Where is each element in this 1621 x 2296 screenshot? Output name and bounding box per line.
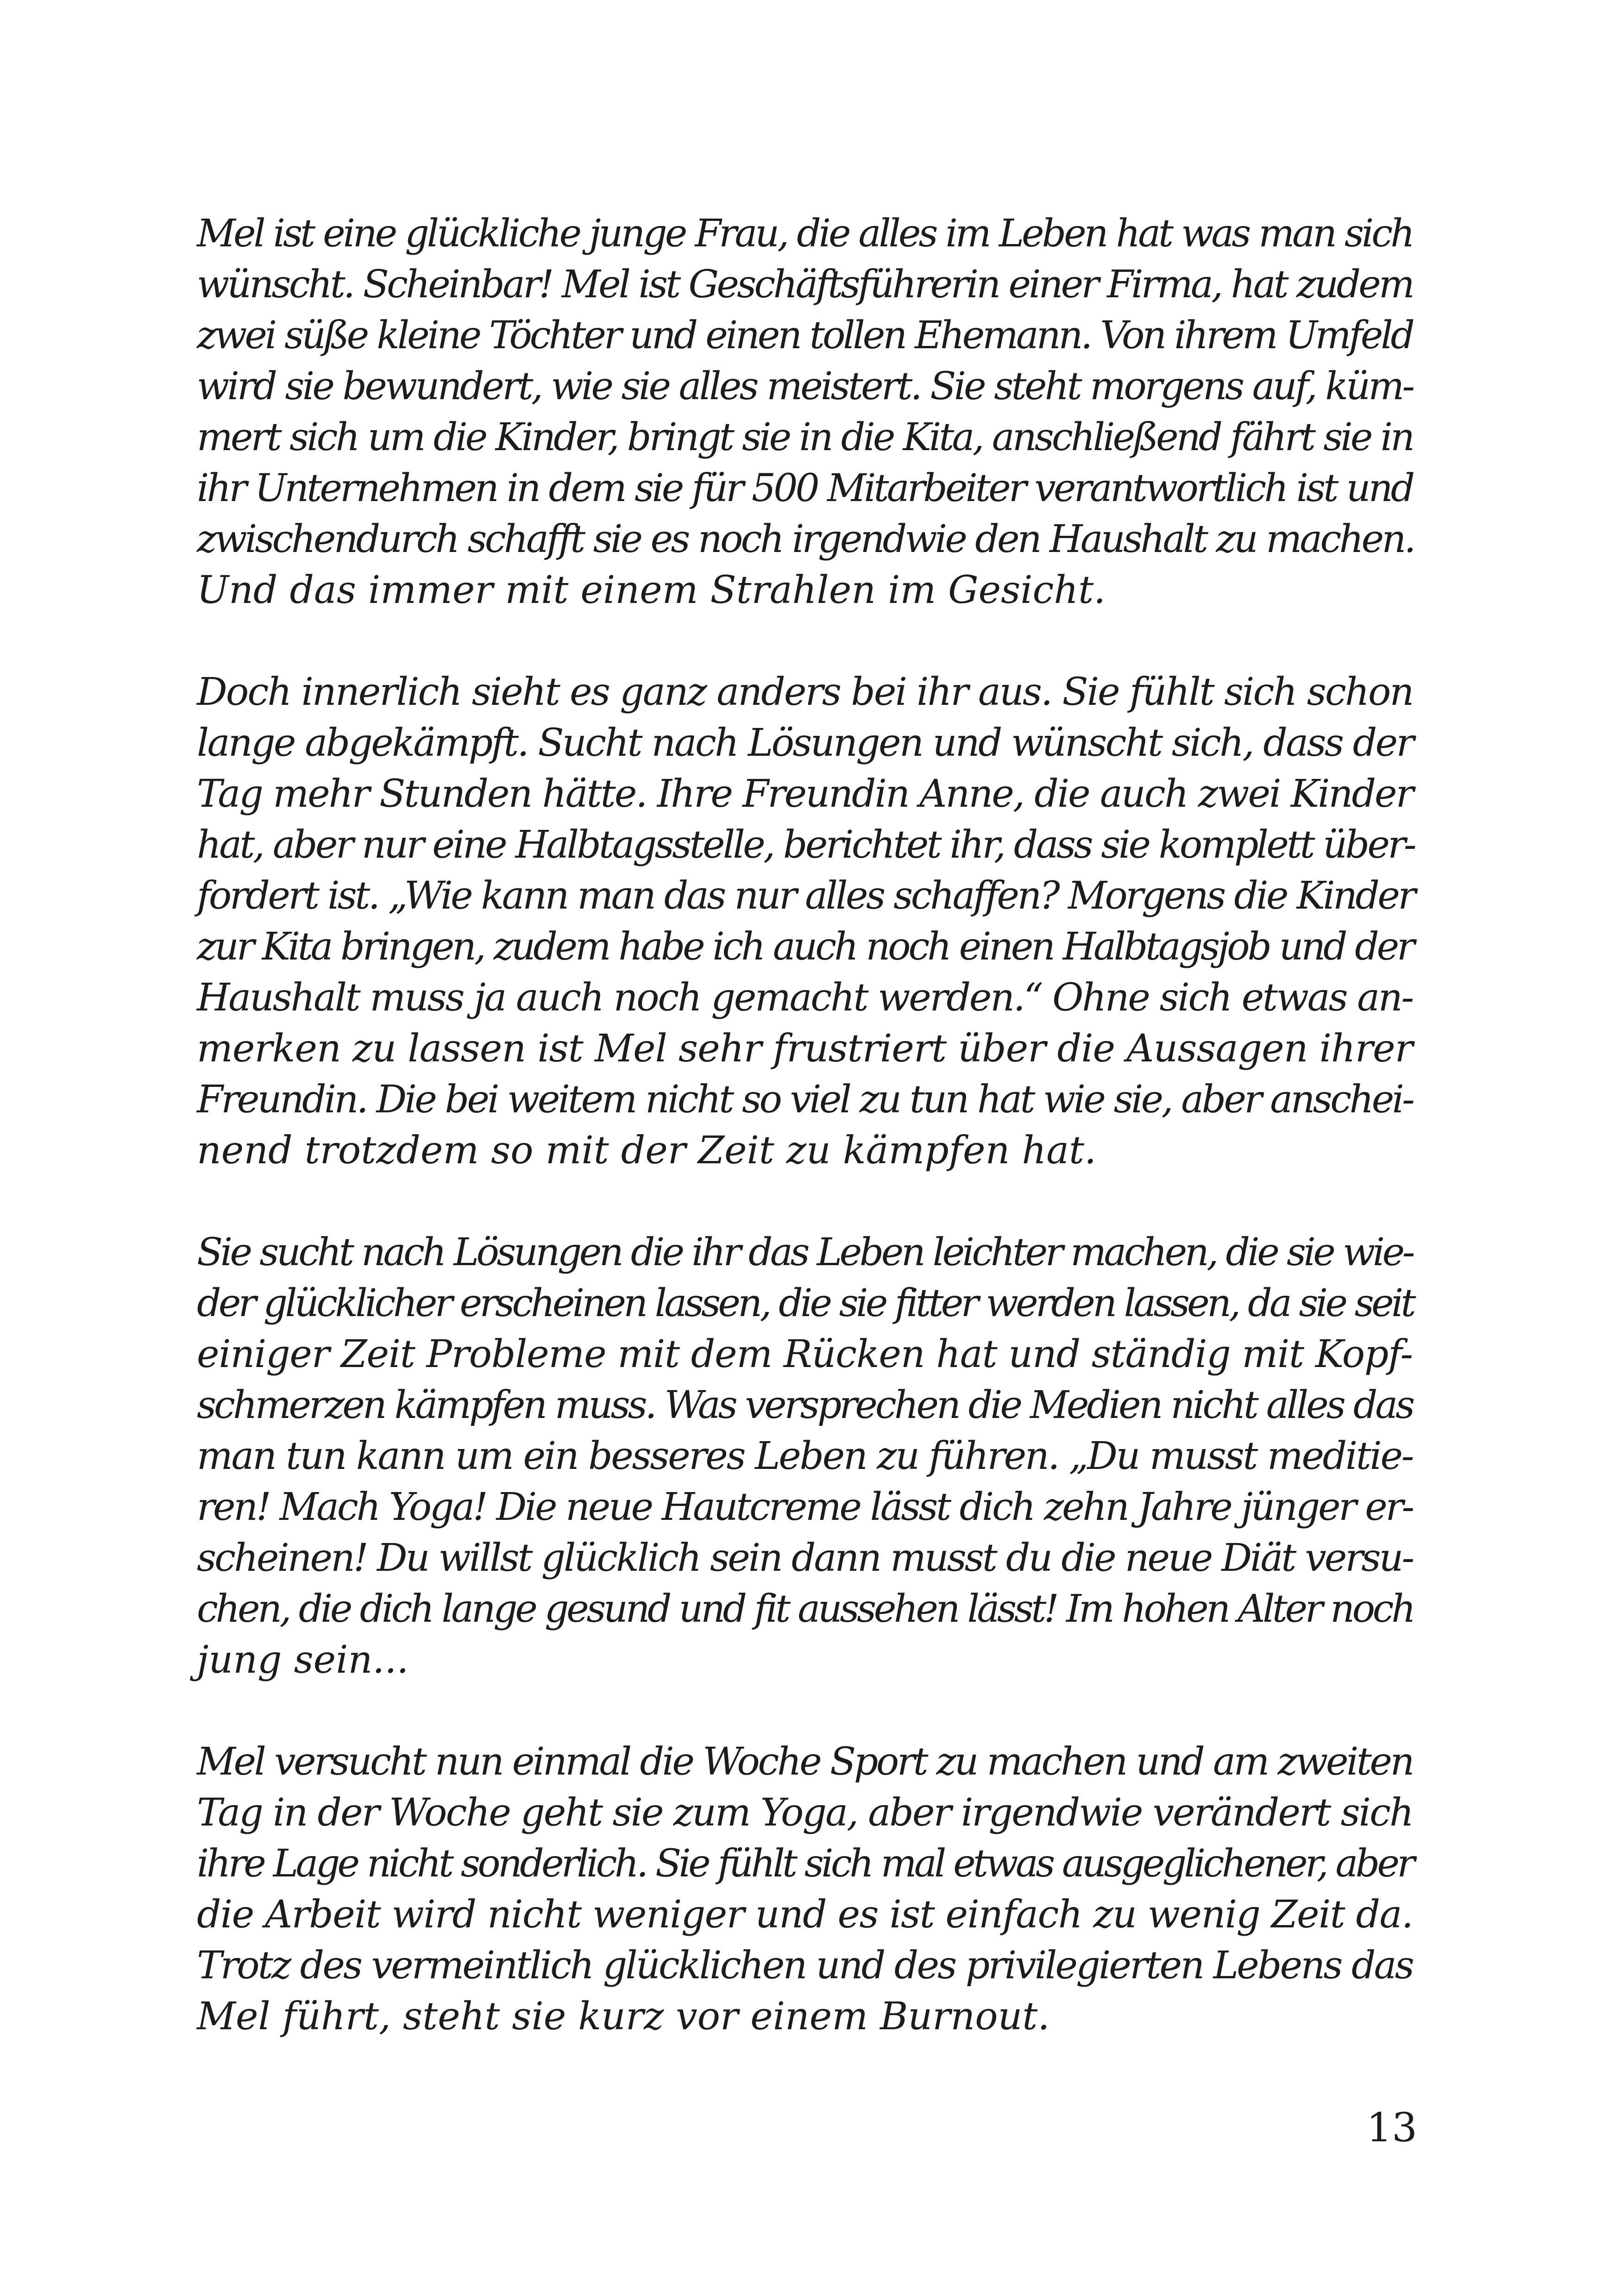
- text-line: zwischendurch schafft sie es noch irgendwie den Haushalt zu machen.: [197, 517, 1414, 561]
- text-line: Sie sucht nach Lösungen die ihr das Leben leichter machen, die sie wie-: [197, 1230, 1413, 1274]
- text-line: die Arbeit wird nicht weniger und es ist einfach zu wenig Zeit da.: [197, 1893, 1413, 1937]
- text-line: Freundin. Die bei weitem nicht so viel zu tun hat wie sie, aber anschei-: [197, 1078, 1413, 1122]
- text-line: scheinen! Du willst glücklich sein dann musst du die neue Diät versu-: [197, 1536, 1413, 1580]
- text-line: merken zu lassen ist Mel sehr frustriert über die Aussagen ihrer: [197, 1027, 1413, 1071]
- text-line: jung sein...: [197, 1638, 409, 1682]
- paragraph: [197, 1227, 1413, 1686]
- paragraph: [197, 208, 1413, 616]
- text-line: ihr Unternehmen in dem sie für 500 Mitarbeiter verantwortlich ist und: [197, 466, 1413, 510]
- text-line: lange abgekämpft. Sucht nach Lösungen und wünscht sich, dass der: [197, 721, 1413, 765]
- text-line: Und das immer mit einem Strahlen im Gesicht.: [197, 568, 1106, 612]
- text-line: Tag in der Woche geht sie zum Yoga, aber irgendwie verändert sich: [197, 1791, 1413, 1835]
- text-line: hat, aber nur eine Halbtagsstelle, berichtet ihr, dass sie komplett über-: [197, 823, 1415, 867]
- text-line: Mel ist eine glückliche junge Frau, die alles im Leben hat was man sich: [197, 212, 1413, 256]
- paragraph-gap: [197, 616, 1413, 667]
- text-line: fordert ist. „Wie kann man das nur alles schaffen? Morgens die Kinder: [197, 874, 1414, 918]
- body-text: [197, 208, 1413, 2042]
- text-line: Mel versucht nun einmal die Woche Sport zu machen und am zweiten: [197, 1740, 1413, 1784]
- text-line: zwei süße kleine Töchter und einen tollen Ehemann. Von ihrem Umfeld: [197, 314, 1413, 358]
- text-line: Doch innerlich sieht es ganz anders bei ihr aus. Sie fühlt sich schon: [197, 670, 1413, 714]
- paragraph: [197, 667, 1413, 1176]
- text-line: nend trotzdem so mit der Zeit zu kämpfen hat.: [197, 1129, 1097, 1173]
- paragraph: [197, 1737, 1413, 2042]
- text-line: chen, die dich lange gesund und fit aussehen lässt! Im hohen Alter noch: [197, 1587, 1414, 1631]
- paragraph-gap: [197, 1176, 1413, 1227]
- text-line: der glücklicher erscheinen lassen, die sie fitter werden lassen, da sie seit: [197, 1281, 1414, 1325]
- text-line: Trotz des vermeintlich glücklichen und des privilegierten Lebens das: [197, 1944, 1413, 1988]
- text-line: Haushalt muss ja auch noch gemacht werden.“ Ohne sich etwas an-: [197, 976, 1413, 1020]
- text-line: zur Kita bringen, zudem habe ich auch noch einen Halbtagsjob und der: [197, 925, 1413, 969]
- text-line: schmerzen kämpfen muss. Was versprechen die Medien nicht alles das: [197, 1383, 1413, 1427]
- text-line: ihre Lage nicht sonderlich. Sie fühlt sich mal etwas ausgeglichener, aber: [197, 1842, 1413, 1886]
- text-line: einiger Zeit Probleme mit dem Rücken hat und ständig mit Kopf-: [197, 1332, 1413, 1376]
- text-line: ren! Mach Yoga! Die neue Hautcreme lässt dich zehn Jahre jünger er-: [197, 1485, 1413, 1529]
- page-number: 13: [1366, 2105, 1417, 2151]
- text-line: Tag mehr Stunden hätte. Ihre Freundin Anne, die auch zwei Kinder: [197, 772, 1413, 816]
- text-line: wünscht. Scheinbar! Mel ist Geschäftsführerin einer Firma, hat zudem: [197, 263, 1413, 307]
- text-line: Mel führt, steht sie kurz vor einem Burnout.: [197, 1995, 1050, 2039]
- text-line: wird sie bewundert, wie sie alles meistert. Sie steht morgens auf, küm-: [197, 364, 1413, 408]
- text-line: man tun kann um ein besseres Leben zu führen. „Du musst meditie-: [197, 1434, 1413, 1478]
- text-line: mert sich um die Kinder, bringt sie in die Kita, anschließend fährt sie in: [197, 415, 1413, 459]
- paragraph-gap: [197, 1686, 1413, 1737]
